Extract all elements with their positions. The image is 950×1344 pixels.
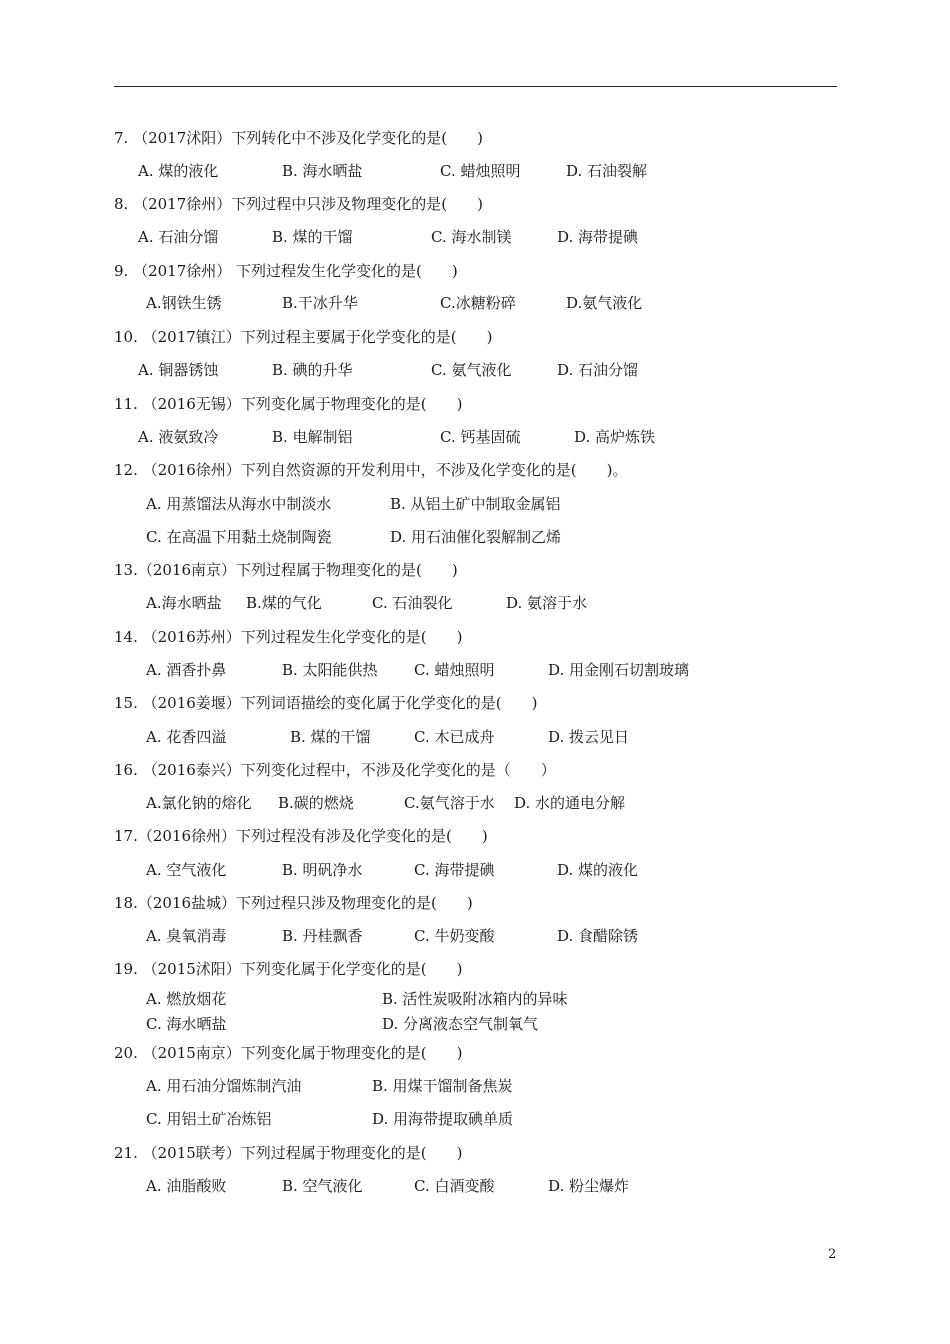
question-16-stem: 16. （2016泰兴）下列变化过程中，不涉及化学变化的是（ ）	[114, 761, 556, 779]
question-11-option-d: D. 高炉炼铁	[574, 428, 656, 446]
question-19-option-d: D. 分离液态空气制氧气	[382, 1015, 539, 1033]
question-20-option-b: B. 用煤干馏制备焦炭	[372, 1077, 513, 1095]
question-20-option-c: C. 用铝土矿冶炼铝	[146, 1110, 272, 1128]
question-7-stem: 7. （2017沭阳）下列转化中不涉及化学变化的是( )	[114, 129, 483, 147]
header-rule	[114, 86, 837, 87]
question-19-option-a: A. 燃放烟花	[146, 990, 227, 1008]
question-10-option-b: B. 碘的升华	[272, 361, 353, 379]
question-8-stem: 8. （2017徐州）下列过程中只涉及物理变化的是( )	[114, 195, 483, 213]
question-17-option-c: C. 海带提碘	[414, 861, 495, 879]
question-9-stem: 9. （2017徐州） 下列过程发生化学变化的是( )	[114, 262, 458, 280]
question-9-option-c: C.冰糖粉碎	[440, 294, 516, 312]
question-18-option-c: C. 牛奶变酸	[414, 927, 495, 945]
question-18-option-a: A. 臭氧消毒	[146, 927, 227, 945]
question-10-stem: 10. （2017镇江）下列过程主要属于化学变化的是( )	[114, 328, 493, 346]
question-8-option-c: C. 海水制镁	[431, 228, 512, 246]
question-11-option-b: B. 电解制铝	[272, 428, 353, 446]
question-21-stem: 21. （2015联考）下列过程属于物理变化的是( )	[114, 1144, 463, 1162]
question-12-option-d: D. 用石油催化裂解制乙烯	[390, 528, 562, 546]
question-14-stem: 14. （2016苏州）下列过程发生化学变化的是( )	[114, 628, 463, 646]
question-20-option-d: D. 用海带提取碘单质	[372, 1110, 514, 1128]
question-18-stem: 18.（2016盐城）下列过程只涉及物理变化的是( )	[114, 894, 473, 912]
question-9-option-a: A.钢铁生锈	[146, 294, 222, 312]
question-7-option-c: C. 蜡烛照明	[440, 162, 521, 180]
question-21-option-c: C. 白酒变酸	[414, 1177, 495, 1195]
question-20-stem: 20. （2015南京）下列变化属于物理变化的是( )	[114, 1044, 463, 1062]
question-15-option-c: C. 木已成舟	[414, 728, 495, 746]
question-9-option-d: D.氨气液化	[566, 294, 643, 312]
question-15-option-d: D. 拨云见日	[548, 728, 630, 746]
question-16-option-d: D. 水的通电分解	[514, 794, 626, 812]
question-17-stem: 17.（2016徐州）下列过程没有涉及化学变化的是( )	[114, 827, 488, 845]
question-12-option-a: A. 用蒸馏法从海水中制淡水	[146, 495, 332, 513]
question-21-option-a: A. 油脂酸败	[146, 1177, 227, 1195]
question-12-stem: 12. （2016徐州）下列自然资源的开发利用中，不涉及化学变化的是( )。	[114, 461, 628, 479]
question-18-option-b: B. 丹桂飘香	[282, 927, 363, 945]
question-13-option-d: D. 氨溶于水	[506, 594, 588, 612]
question-11-option-a: A. 液氨致冷	[138, 428, 219, 446]
question-13-option-c: C. 石油裂化	[372, 594, 453, 612]
question-21-option-d: D. 粉尘爆炸	[548, 1177, 630, 1195]
question-16-option-c: C.氨气溶于水	[404, 794, 495, 812]
question-13-stem: 13.（2016南京）下列过程属于物理变化的是( )	[114, 561, 458, 579]
question-12-option-c: C. 在高温下用黏土烧制陶瓷	[146, 528, 332, 546]
question-16-option-b: B.碳的燃烧	[278, 794, 354, 812]
question-13-option-b: B.煤的气化	[246, 594, 322, 612]
question-15-option-a: A. 花香四溢	[146, 728, 227, 746]
question-16-option-a: A.氯化钠的熔化	[146, 794, 252, 812]
question-14-option-b: B. 太阳能供热	[282, 661, 378, 679]
question-13-option-a: A.海水晒盐	[146, 594, 222, 612]
question-15-option-b: B. 煤的干馏	[290, 728, 371, 746]
question-17-option-b: B. 明矾净水	[282, 861, 363, 879]
question-12-option-b: B. 从铝土矿中制取金属铝	[390, 495, 561, 513]
question-18-option-d: D. 食醋除锈	[557, 927, 639, 945]
question-7-option-a: A. 煤的液化	[138, 162, 219, 180]
question-9-option-b: B.干冰升华	[282, 294, 358, 312]
page-number: 2	[828, 1247, 837, 1262]
question-10-option-c: C. 氨气液化	[431, 361, 512, 379]
question-19-option-b: B. 活性炭吸附冰箱内的异味	[382, 990, 568, 1008]
question-10-option-d: D. 石油分馏	[557, 361, 639, 379]
question-19-stem: 19. （2015沭阳）下列变化属于化学变化的是( )	[114, 960, 463, 978]
question-8-option-a: A. 石油分馏	[138, 228, 219, 246]
question-17-option-d: D. 煤的液化	[557, 861, 639, 879]
question-21-option-b: B. 空气液化	[282, 1177, 363, 1195]
question-20-option-a: A. 用石油分馏炼制汽油	[146, 1077, 302, 1095]
question-8-option-d: D. 海带提碘	[557, 228, 639, 246]
question-7-option-b: B. 海水晒盐	[282, 162, 363, 180]
question-8-option-b: B. 煤的干馏	[272, 228, 353, 246]
question-14-option-a: A. 酒香扑鼻	[146, 661, 227, 679]
question-19-option-c: C. 海水晒盐	[146, 1015, 227, 1033]
question-11-stem: 11. （2016无锡）下列变化属于物理变化的是( )	[114, 395, 463, 413]
question-7-option-d: D. 石油裂解	[566, 162, 648, 180]
question-10-option-a: A. 铜器锈蚀	[138, 361, 219, 379]
question-11-option-c: C. 钙基固硫	[440, 428, 521, 446]
question-17-option-a: A. 空气液化	[146, 861, 227, 879]
question-14-option-c: C. 蜡烛照明	[414, 661, 495, 679]
question-14-option-d: D. 用金刚石切割玻璃	[548, 661, 690, 679]
question-15-stem: 15. （2016姜堰）下列词语描绘的变化属于化学变化的是( )	[114, 694, 538, 712]
